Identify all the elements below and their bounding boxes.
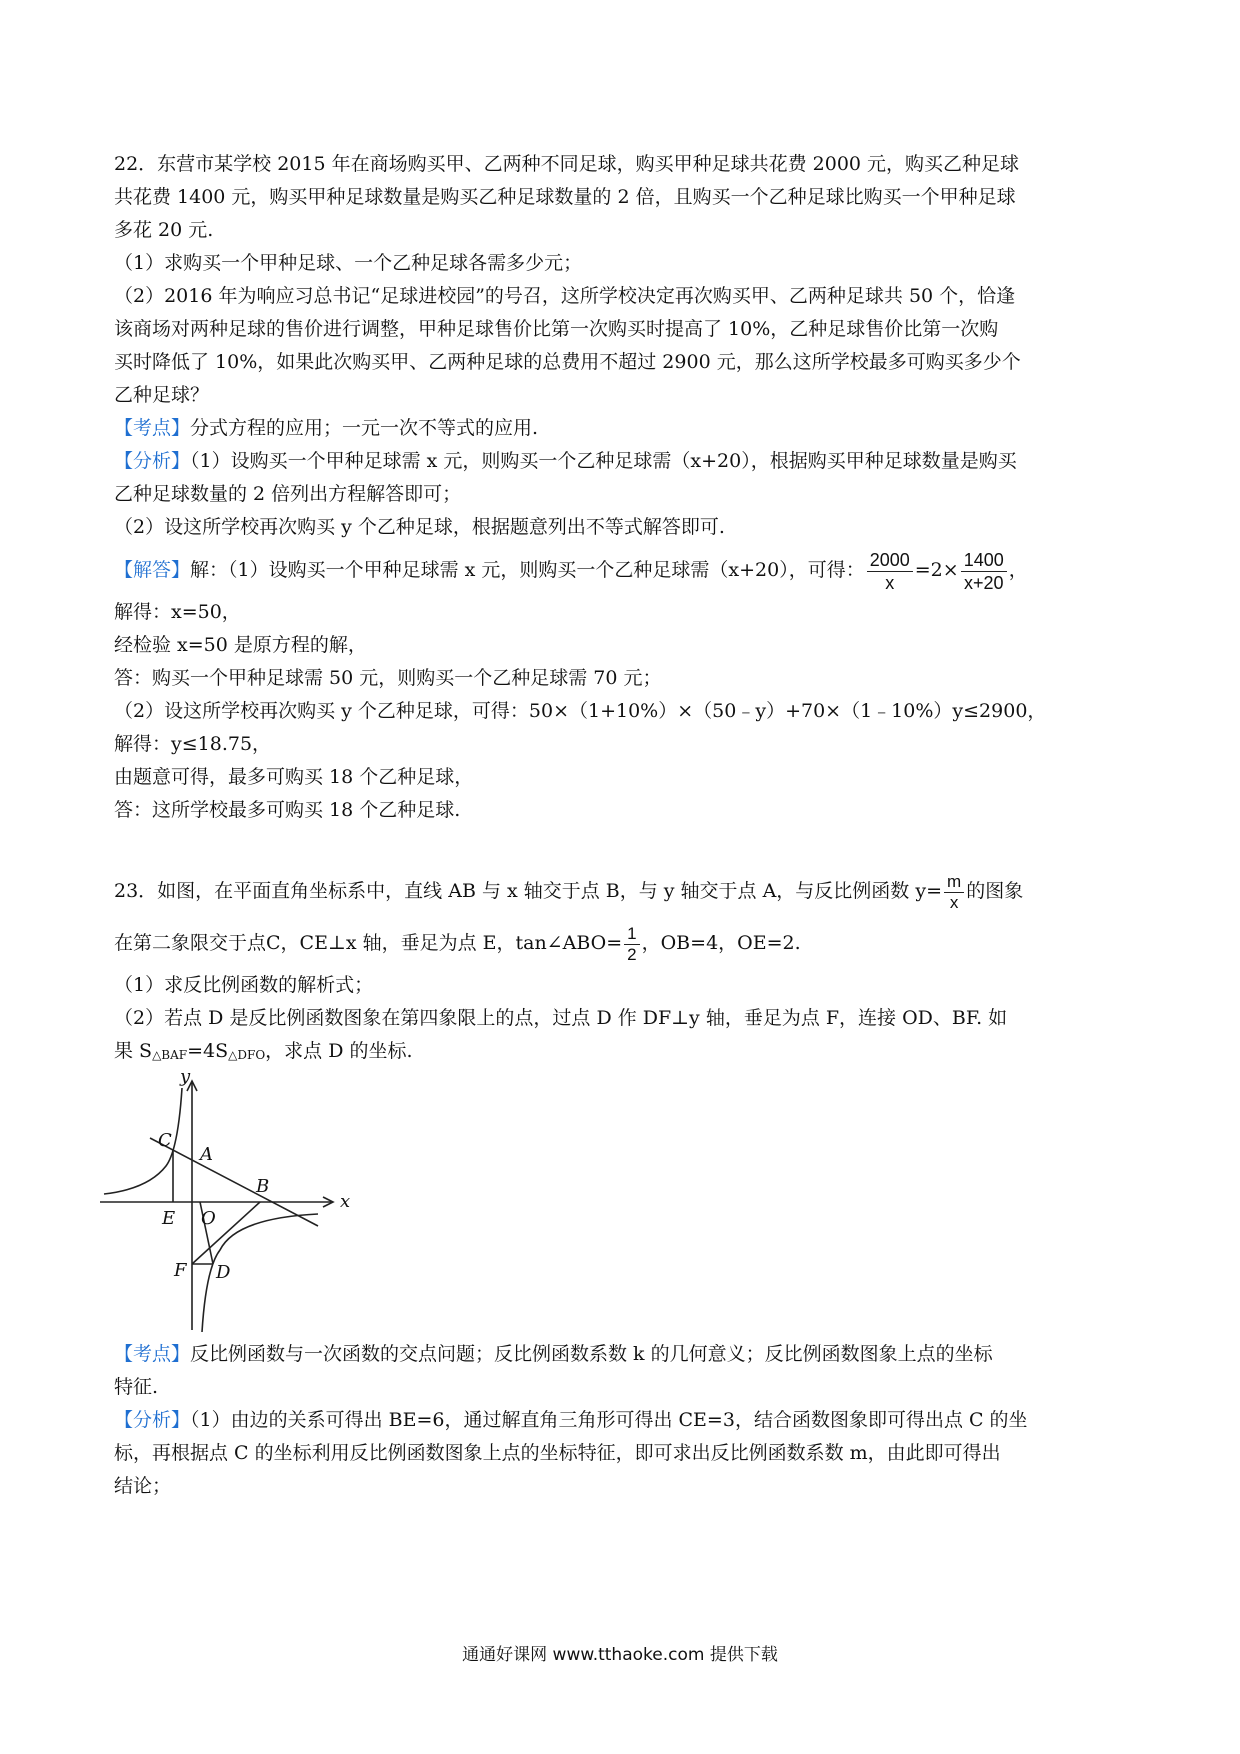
label-x: x <box>340 1191 351 1212</box>
fraction-1-2: $\frac{1}{2}$ <box>624 924 639 965</box>
jieda-lead: 解：（1）设购买一个甲种足球需 x 元，则购买一个乙种足球需（x+20），可得： <box>190 559 865 581</box>
q22-fenxi-line <box>114 445 1126 478</box>
q22-step: 由题意可得，最多可购买 18 个乙种足球， <box>114 766 474 788</box>
fenxi-tag: 【分析】 <box>114 450 191 472</box>
fenxi-tag: 【分析】 <box>114 1409 191 1431</box>
label-f: F <box>174 1260 187 1281</box>
page-content <box>114 148 1126 1503</box>
kaodian-tag: 【考点】 <box>114 417 191 439</box>
label-d: D <box>216 1262 231 1283</box>
q22-step: 解得：x=50， <box>114 601 241 623</box>
fraction-m-x: $\frac{m}{x}$ <box>944 872 964 913</box>
q22-part2-line: 乙种足球？ <box>114 384 210 406</box>
question-22 <box>114 148 1126 827</box>
q22-kaodian <box>114 412 1126 445</box>
kaodian-tag: 【考点】 <box>114 1343 191 1365</box>
fenxi-text: （1）设购买一个甲种足球需 x 元，则购买一个乙种足球需（x+20），根据购买甲种足球数量是购买 <box>190 450 1017 472</box>
q23-fenxi-line: 标，再根据点 C 的坐标利用反比例函数图象上点的坐标特征，即可求出反比例函数系数 m，由此即可得出 <box>114 1442 1001 1464</box>
coordinate-figure <box>100 1068 380 1338</box>
q23-stem-line1: 23．如图，在平面直角坐标系中，直线 AB 与 x 轴交于点 B，与 y 轴交于点 A，与反比例函数 y= $\frac{m}{x}$ 的图象 <box>114 871 1024 912</box>
eq-mid: =2× <box>914 559 959 581</box>
fenxi-text: （1）由边的关系可得出 BE=6，通过解直角三角形可得出 CE=3，结合函数图象即可得出点 C 的坐 <box>190 1409 1028 1431</box>
q22-step: （2）设这所学校再次购买 y 个乙种足球，可得：50×（1+10%）×（50﹣y）+70×（1﹣10%）y≤2900， <box>114 700 1047 722</box>
jieda-tag: 【解答】 <box>114 559 191 581</box>
q22-fenxi-line: （2）设这所学校再次购买 y 个乙种足球，根据题意列出不等式解答即可. <box>114 516 725 538</box>
q23-part1: （1）求反比例函数的解析式； <box>114 974 374 996</box>
q22-step: 答：这所学校最多可购买 18 个乙种足球. <box>114 799 461 821</box>
q22-part2-line: 买时降低了 10%，如果此次购买甲、乙两种足球的总费用不超过 2900 元，那么这所学校最多可购买多少个 <box>114 351 1021 373</box>
q22-jieda <box>114 544 1126 596</box>
q23-part2-line: （2）若点 D 是反比例函数图象在第四象限上的点，过点 D 作 DF⊥y 轴，垂足为点 F，连接 OD、BF. 如 <box>114 1007 1008 1029</box>
line-ab <box>150 1138 318 1226</box>
eq-end: ， <box>1008 559 1028 581</box>
q23-fenxi-line <box>114 1404 1126 1437</box>
label-b: B <box>256 1176 270 1197</box>
label-y: y <box>180 1068 191 1087</box>
label-c: C <box>158 1130 172 1151</box>
question-gap <box>114 827 1126 865</box>
figure-svg <box>100 1068 380 1338</box>
label-a: A <box>200 1144 213 1165</box>
question-23 <box>114 865 1126 1503</box>
fraction-1400-x20: $\frac{1400}{x+20}$ <box>961 549 1007 594</box>
q22-stem-line: 22．东营市某学校 2015 年在商场购买甲、乙两种不同足球，购买甲种足球共花费 2000 元，购买乙种足球 <box>114 153 1020 175</box>
fraction-2000-x: $\frac{2000}{x}$ <box>867 549 913 594</box>
q23-fenxi-line: 结论； <box>114 1475 172 1497</box>
q22-step: 解得：y≤18.75， <box>114 733 272 755</box>
q22-stem-line: 多花 20 元. <box>114 219 214 241</box>
q22-part2-line: 该商场对两种足球的售价进行调整，甲种足球售价比第一次购买时提高了 10%，乙种足球售价比第一次购 <box>114 318 999 340</box>
q22-step: 答：购买一个甲种足球需 50 元，则购买一个乙种足球需 70 元； <box>114 667 662 689</box>
kaodian-text: 分式方程的应用；一元一次不等式的应用. <box>190 417 539 439</box>
page-footer: 通通好课网 www.tthaoke.com 提供下载 <box>462 1645 778 1665</box>
kaodian-text: 反比例函数与一次函数的交点问题；反比例函数系数 k 的几何意义；反比例函数图象上点的坐标 <box>190 1343 993 1365</box>
label-o: O <box>201 1208 216 1229</box>
q22-fenxi-line: 乙种足球数量的 2 倍列出方程解答即可； <box>114 483 462 505</box>
q22-part1: （1）求购买一个甲种足球、一个乙种足球各需多少元； <box>114 252 583 274</box>
q22-stem-line: 共花费 1400 元，购买甲种足球数量是购买乙种足球数量的 2 倍，且购买一个乙种足球比购买一个甲种足球 <box>114 186 1016 208</box>
q22-part2-line: （2）2016 年为响应习总书记“足球进校园”的号召，这所学校决定再次购买甲、乙两种足球共 50 个，恰逢 <box>114 285 1016 307</box>
q22-step: 经检验 x=50 是原方程的解， <box>114 634 367 656</box>
label-e: E <box>162 1208 176 1229</box>
q23-stem-line2: 在第二象限交于点C，CE⊥x 轴，垂足为点 E，tan∠ABO= $\frac{1}{2}$ ，OB=4，OE=2. <box>114 923 801 964</box>
q23-kaodian-line: 特征. <box>114 1376 159 1398</box>
q23-kaodian-line <box>114 1338 1126 1371</box>
q23-part2-line: 果 S△BAF=4S△DFO，求点 D 的坐标. <box>114 1040 413 1062</box>
